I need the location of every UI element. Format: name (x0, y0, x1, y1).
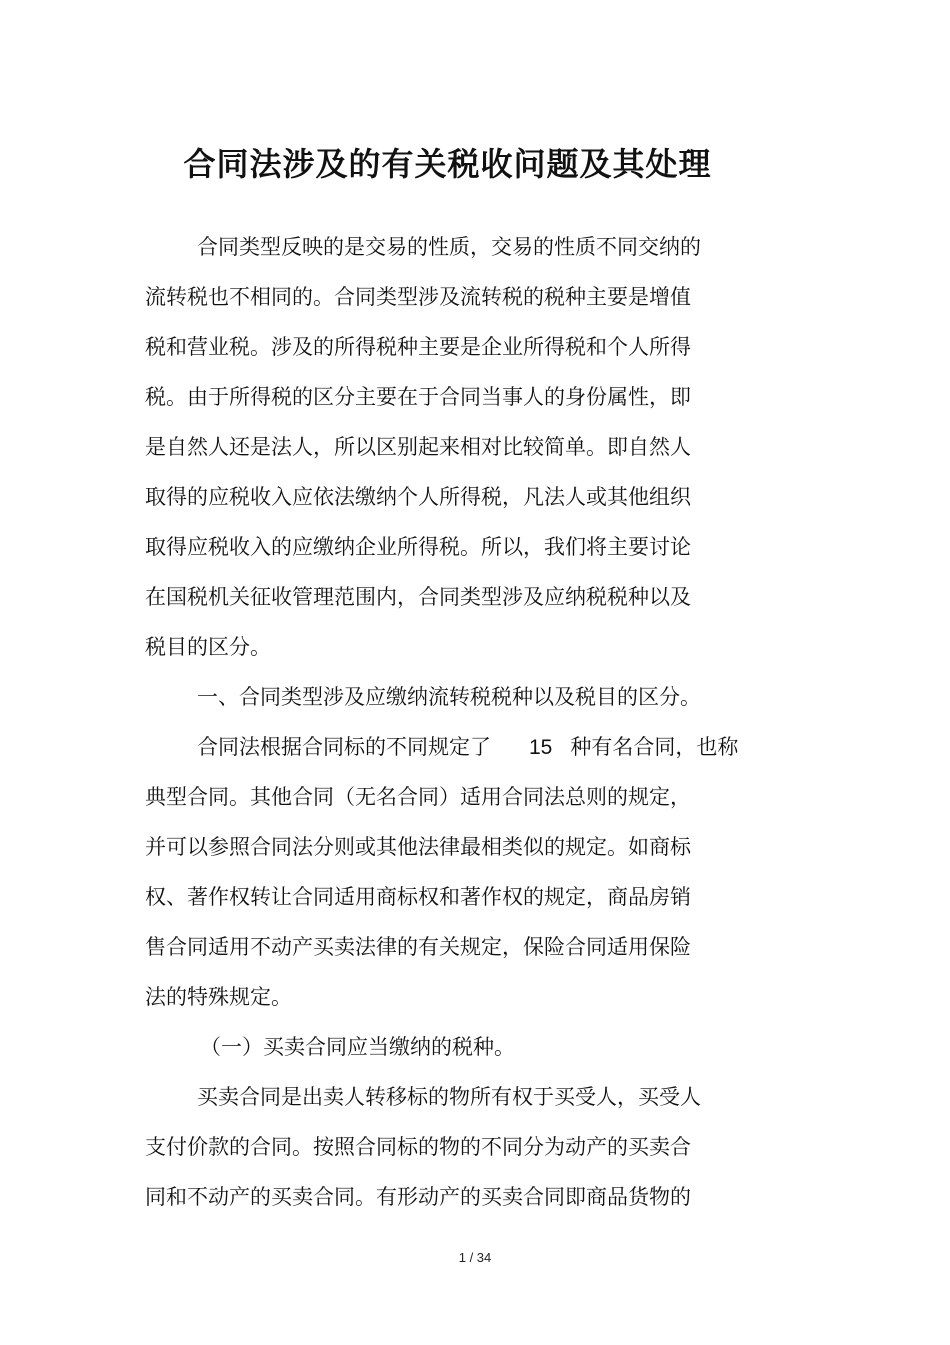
document-title: 合同法涉及的有关税收问题及其处理 (183, 145, 712, 184)
paragraph-1-line-2: 流转税也不相同的。合同类型涉及流转税的税种主要是增值 (145, 285, 691, 309)
paragraph-1-line-1: 合同类型反映的是交易的性质，交易的性质不同交纳的 (197, 235, 701, 259)
paragraph-3-line-3: 并可以参照合同法分则或其他法律最相类似的规定。如商标 (145, 835, 691, 859)
contract-count-number: 15 (529, 736, 553, 759)
paragraph-3-line-1 (197, 732, 738, 763)
paragraph-1-line-3: 税和营业税。涉及的所得税种主要是企业所得税和个人所得 (145, 335, 691, 359)
paragraph-5-line-2: 支付价款的合同。按照合同标的物的不同分为动产的买卖合 (145, 1135, 691, 1159)
paragraph-3-text-before-number: 合同法根据合同标的不同规定了 (197, 735, 491, 759)
paragraph-1-line-4: 税。由于所得税的区分主要在于合同当事人的身份属性，即 (145, 385, 691, 409)
paragraph-3-line-2: 典型合同。其他合同（无名合同）适用合同法总则的规定， (145, 785, 691, 809)
paragraph-1-line-6: 取得的应税收入应依法缴纳个人所得税，凡法人或其他组织 (145, 485, 691, 509)
section-heading-2: （一）买卖合同应当缴纳的税种。 (200, 1035, 515, 1059)
paragraph-3-text-after-number: 种有名合同，也称 (570, 735, 739, 759)
paragraph-3-line-4: 权、著作权转让合同适用商标权和著作权的规定，商品房销 (145, 885, 691, 909)
paragraph-1-line-7: 取得应税收入的应缴纳企业所得税。所以，我们将主要讨论 (145, 535, 691, 559)
section-heading-1: 一、合同类型涉及应缴纳流转税税种以及税目的区分。 (197, 685, 701, 709)
paragraph-1-line-8: 在国税机关征收管理范围内，合同类型涉及应纳税税种以及 (145, 585, 691, 609)
paragraph-3-line-5: 售合同适用不动产买卖法律的有关规定，保险合同适用保险 (145, 935, 691, 959)
paragraph-5-line-3: 同和不动产的买卖合同。有形动产的买卖合同即商品货物的 (145, 1185, 691, 1209)
page-number: 1 / 34 (458, 1250, 492, 1265)
paragraph-1-line-9: 税目的区分。 (145, 635, 271, 659)
paragraph-1-line-5: 是自然人还是法人，所以区别起来相对比较简单。即自然人 (145, 435, 691, 459)
paragraph-3-line-6: 法的特殊规定。 (145, 985, 292, 1009)
paragraph-5-line-1: 买卖合同是出卖人转移标的物所有权于买受人，买受人 (197, 1085, 701, 1109)
